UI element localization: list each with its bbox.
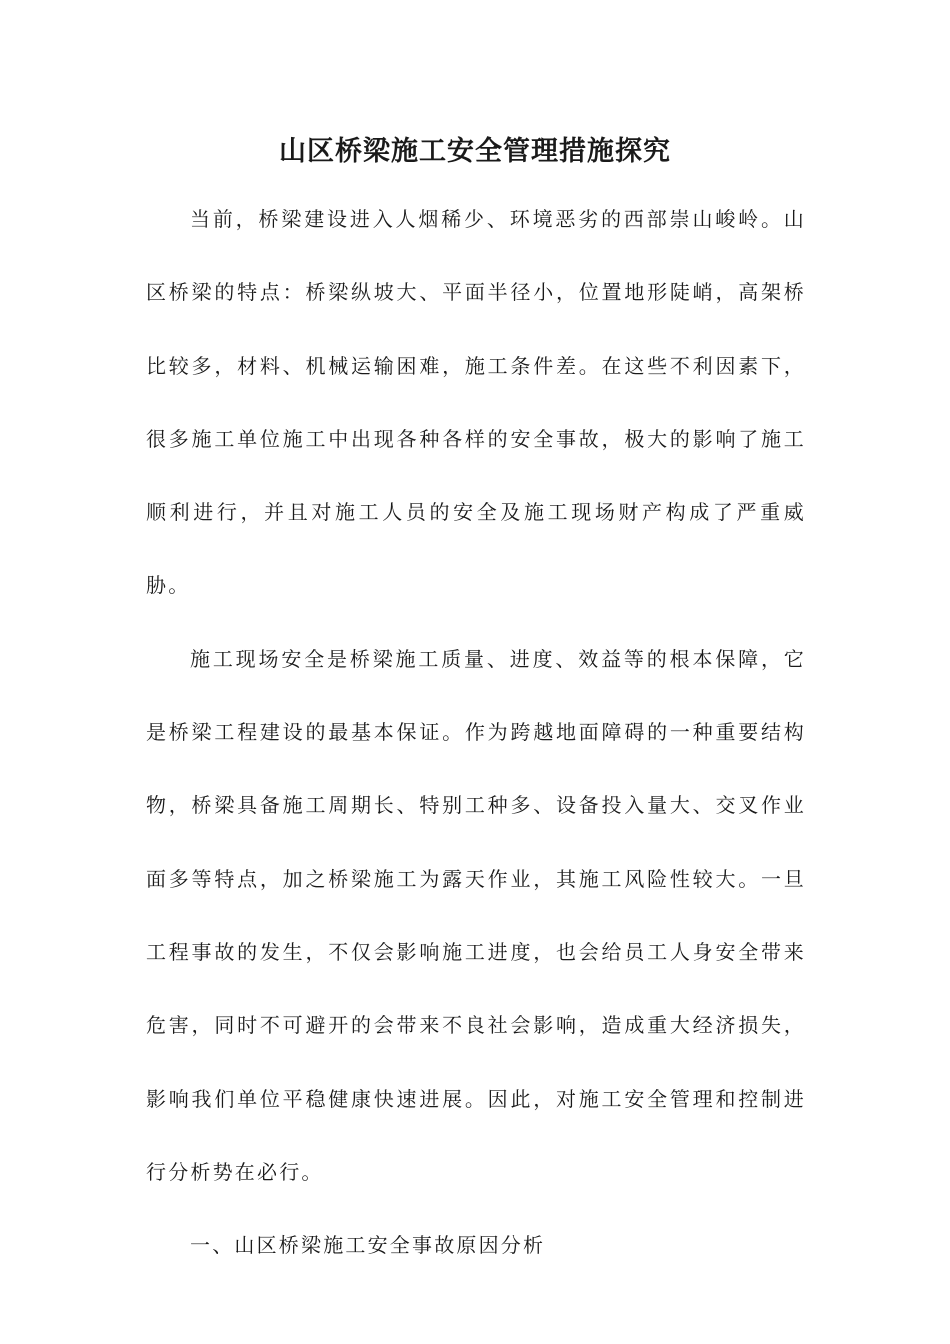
section-heading: 一、山区桥梁施工安全事故原因分析: [190, 1233, 546, 1258]
paragraph-intro: 当前，桥梁建设进入人烟稀少、环境恶劣的西部崇山峻岭。山区桥梁的特点：桥梁纵坡大、平面半径小，位置地形陡峭，高架桥比较多，材料、机械运输困难，施工条件差。在这些不利因素下，很多施工单位施工中出现各种各样的安全事故，极大的影响了施工顺利进行，并且对施工人员的安全及施工现场财产构成了严重威胁。: [146, 207, 806, 598]
document-title: 山区桥梁施工安全管理措施探究: [279, 136, 671, 167]
paragraph-safety-importance: 施工现场安全是桥梁施工质量、进度、效益等的根本保障，它是桥梁工程建设的最基本保证。作为跨越地面障碍的一种重要结构物，桥梁具备施工周期长、特别工种多、设备投入量大、交叉作业面多等特点，加之桥梁施工为露天作业，其施工风险性较大。一旦工程事故的发生，不仅会影响施工进度，也会给员工人身安全带来危害，同时不可避开的会带来不良社会影响，造成重大经济损失，影响我们单位平稳健康快速进展。因此，对施工安全管理和控制进行分析势在必行。: [146, 646, 806, 1184]
document-body: [146, 183, 806, 1282]
